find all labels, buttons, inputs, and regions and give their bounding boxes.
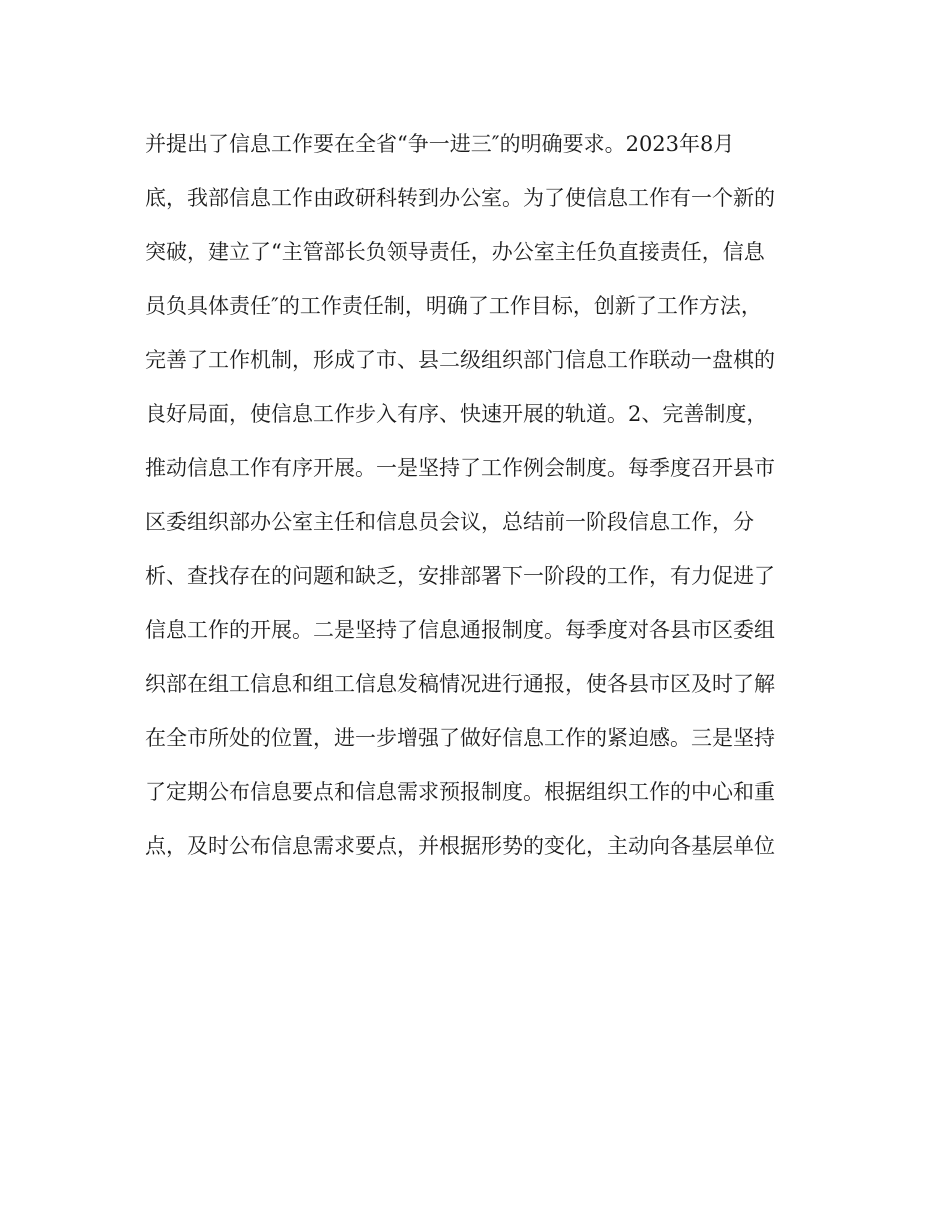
text-line: 点，及时公布信息需求要点，并根据形势的变化，主动向各基层单位 (145, 834, 775, 858)
text-line: 信息工作的开展。二是坚持了信息通报制度。每季度对各县市区委组 (145, 618, 775, 642)
text-line: 员负具体责任″的工作责任制，明确了工作目标，创新了工作方法， (145, 294, 762, 318)
text-line: 底，我部信息工作由政研科转到办公室。为了使信息工作有一个新的 (145, 186, 775, 210)
text-line: 并提出了信息工作要在全省“争一进三″的明确要求。2023年8月 (145, 132, 735, 156)
text-line: 突破，建立了“主管部长负领导责任，办公室主任负直接责任，信息 (145, 240, 765, 264)
text-line: 织部在组工信息和组工信息发稿情况进行通报，使各县市区及时了解 (145, 672, 775, 696)
body-text (145, 122, 805, 878)
text-line: 良好局面，使信息工作步入有序、快速开展的轨道。2、完善制度， (145, 402, 768, 426)
text-line: 区委组织部办公室主任和信息员会议，总结前一阶段信息工作，分 (145, 510, 754, 534)
text-line: 推动信息工作有序开展。一是坚持了工作例会制度。每季度召开县市 (145, 456, 775, 480)
text-line: 完善了工作机制，形成了市、县二级组织部门信息工作联动一盘棋的 (145, 348, 775, 372)
text-line: 在全市所处的位置，进一步增强了做好信息工作的紧迫感。三是坚持 (145, 726, 775, 750)
text-line: 析、查找存在的问题和缺乏，安排部署下一阶段的工作，有力促进了 (145, 564, 775, 588)
text-line: 了定期公布信息要点和信息需求预报制度。根据组织工作的中心和重 (145, 780, 775, 804)
